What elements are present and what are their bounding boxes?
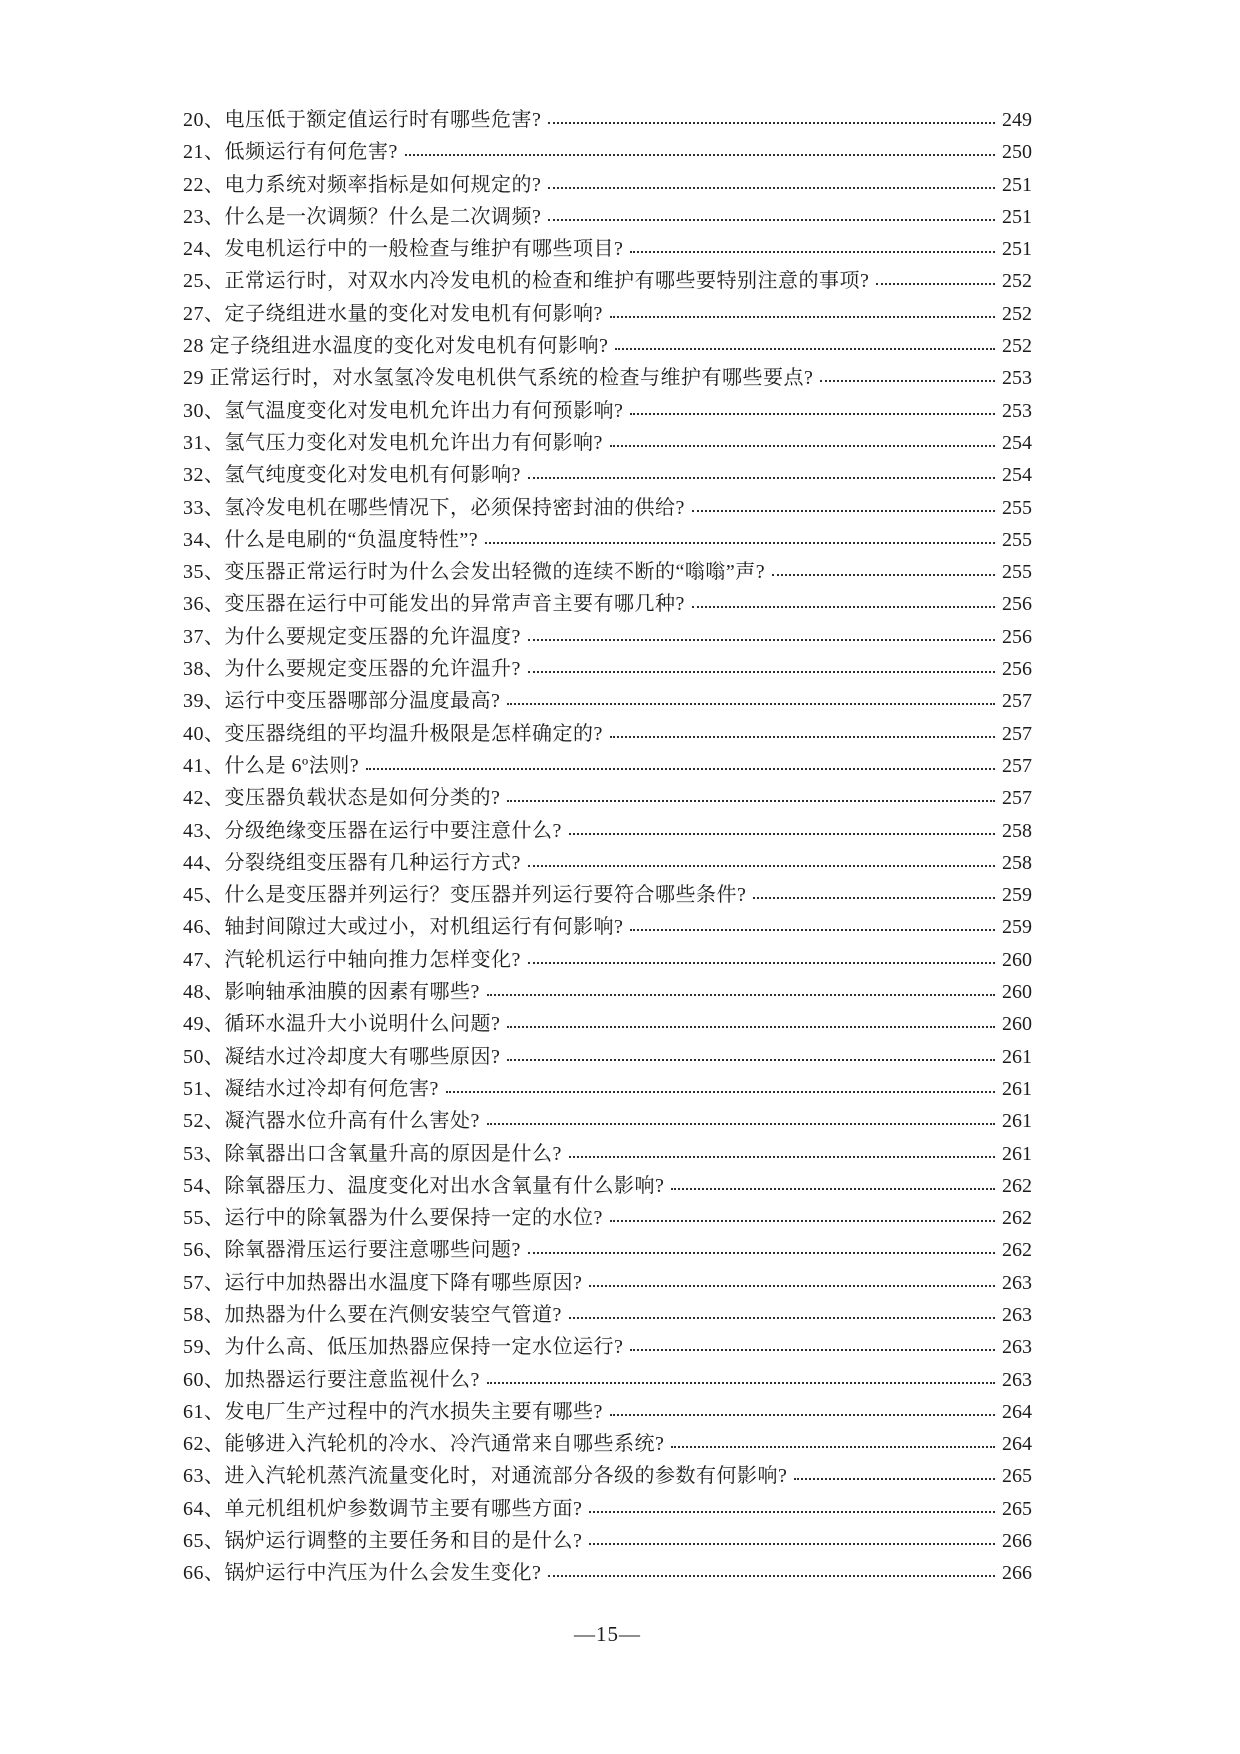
toc-page-number: 263 xyxy=(1002,1336,1032,1359)
dot-leader xyxy=(548,187,995,189)
page-footer-number: —15— xyxy=(574,1622,641,1646)
toc-row xyxy=(183,1460,1032,1492)
toc-page-number: 255 xyxy=(1002,528,1032,551)
toc-page-number: 252 xyxy=(1002,302,1032,325)
toc-page-number: 263 xyxy=(1002,1368,1032,1391)
toc-row xyxy=(183,1331,1032,1363)
toc-row xyxy=(183,685,1032,717)
toc-item-label: 63、进入汽轮机蒸汽流量变化时，对通流部分各级的参数有何影响? xyxy=(183,1465,788,1488)
dot-leader xyxy=(487,1123,995,1125)
toc-row xyxy=(183,201,1032,233)
dot-leader xyxy=(507,1059,995,1061)
toc-row xyxy=(183,1557,1032,1589)
toc-item-label: 44、分裂绕组变压器有几种运行方式? xyxy=(183,851,521,874)
dot-leader xyxy=(753,897,995,899)
dot-leader xyxy=(671,1188,995,1190)
toc-page-number: 262 xyxy=(1002,1207,1032,1230)
toc-page-number: 260 xyxy=(1002,948,1032,971)
toc-page-number: 251 xyxy=(1002,173,1032,196)
dot-leader xyxy=(630,1349,995,1351)
toc-page-number: 261 xyxy=(1002,1077,1032,1100)
toc-page-number: 262 xyxy=(1002,1239,1032,1262)
toc-row xyxy=(183,1170,1032,1202)
toc-page-number: 265 xyxy=(1002,1465,1032,1488)
dot-leader xyxy=(610,1220,995,1222)
toc-row xyxy=(183,362,1032,394)
toc-item-label: 45、什么是变压器并列运行？变压器并列运行要符合哪些条件? xyxy=(183,884,747,907)
toc-page-number: 261 xyxy=(1002,1142,1032,1165)
toc-page-number: 255 xyxy=(1002,496,1032,519)
toc-item-label: 35、变压器正常运行时为什么会发出轻微的连续不断的“嗡嗡”声? xyxy=(183,561,766,584)
toc-page-number: 263 xyxy=(1002,1271,1032,1294)
dot-leader xyxy=(507,1026,995,1028)
toc-page-number: 253 xyxy=(1002,399,1032,422)
dot-leader xyxy=(507,800,995,802)
toc-page-number: 258 xyxy=(1002,819,1032,842)
dot-leader xyxy=(589,1285,995,1287)
dot-leader xyxy=(589,1543,995,1545)
toc-row xyxy=(183,298,1032,330)
toc-row xyxy=(183,1525,1032,1557)
toc-page-number: 254 xyxy=(1002,464,1032,487)
toc-item-label: 62、能够进入汽轮机的冷水、冷汽通常来自哪些系统? xyxy=(183,1433,665,1456)
toc-row xyxy=(183,104,1032,136)
toc-item-label: 42、变压器负载状态是如何分类的? xyxy=(183,787,501,810)
toc-row xyxy=(183,1396,1032,1428)
toc-row xyxy=(183,976,1032,1008)
dot-leader xyxy=(692,606,995,608)
toc-row xyxy=(183,1364,1032,1396)
toc-item-label: 37、为什么要规定变压器的允许温度? xyxy=(183,625,521,648)
toc-item-label: 25、正常运行时，对双水内冷发电机的检查和维护有哪些要特别注意的事项? xyxy=(183,270,870,293)
toc-page-number: 252 xyxy=(1002,335,1032,358)
toc-item-label: 32、氢气纯度变化对发电机有何影响? xyxy=(183,464,521,487)
toc-item-label: 20、电压低于额定值运行时有哪些危害? xyxy=(183,109,542,131)
toc-page-number: 266 xyxy=(1002,1530,1032,1553)
dot-leader xyxy=(630,413,995,415)
toc-page-number: 257 xyxy=(1002,754,1032,777)
toc-item-label: 40、变压器绕组的平均温升极限是怎样确定的? xyxy=(183,722,603,745)
toc-item-label: 33、氢冷发电机在哪些情况下，必须保持密封油的供给? xyxy=(183,496,685,519)
toc-row xyxy=(183,1299,1032,1331)
toc-page-number: 257 xyxy=(1002,690,1032,713)
toc-item-label: 22、电力系统对频率指标是如何规定的? xyxy=(183,173,542,196)
toc-item-label: 56、除氧器滑压运行要注意哪些问题? xyxy=(183,1239,521,1262)
toc-row xyxy=(183,169,1032,201)
toc-row xyxy=(183,750,1032,782)
toc-row xyxy=(183,782,1032,814)
toc-item-label: 55、运行中的除氧器为什么要保持一定的水位? xyxy=(183,1207,603,1230)
toc-page-number: 261 xyxy=(1002,1110,1032,1133)
toc-item-label: 50、凝结水过冷却度大有哪些原因? xyxy=(183,1045,501,1068)
toc-page-number: 256 xyxy=(1002,593,1032,616)
toc-item-label: 27、定子绕组进水量的变化对发电机有何影响? xyxy=(183,302,603,325)
toc-item-label: 46、轴封间隙过大或过小，对机组运行有何影响? xyxy=(183,916,624,939)
dot-leader xyxy=(569,1317,995,1319)
dot-leader xyxy=(876,283,995,285)
dot-leader xyxy=(528,1252,995,1254)
toc-row xyxy=(183,427,1032,459)
toc-row xyxy=(183,1138,1032,1170)
dot-leader xyxy=(794,1478,995,1480)
dot-leader xyxy=(507,703,995,705)
toc-page-number: 257 xyxy=(1002,787,1032,810)
toc-item-label: 41、什么是 6º法则? xyxy=(183,754,360,777)
dot-leader xyxy=(610,1414,995,1416)
toc-item-label: 59、为什么高、低压加热器应保持一定水位运行? xyxy=(183,1336,624,1359)
toc-row xyxy=(183,879,1032,911)
toc-item-label: 64、单元机组机炉参数调节主要有哪些方面? xyxy=(183,1497,583,1520)
dot-leader xyxy=(610,736,995,738)
toc-row xyxy=(183,136,1032,168)
toc-item-label: 52、凝汽器水位升高有什么害处? xyxy=(183,1110,480,1133)
toc-row xyxy=(183,265,1032,297)
toc-page-number: 260 xyxy=(1002,1013,1032,1036)
toc-page-number: 262 xyxy=(1002,1174,1032,1197)
toc-item-label: 30、氢气温度变化对发电机允许出力有何预影响? xyxy=(183,399,624,422)
dot-leader xyxy=(615,348,995,350)
dot-leader xyxy=(528,671,995,673)
toc-page-number: 252 xyxy=(1002,270,1032,293)
toc-row xyxy=(183,653,1032,685)
toc-page-number: 251 xyxy=(1002,238,1032,261)
dot-leader xyxy=(446,1091,995,1093)
toc-page-number: 256 xyxy=(1002,658,1032,681)
toc-row xyxy=(183,492,1032,524)
toc-item-label: 54、除氧器压力、温度变化对出水含氧量有什么影响? xyxy=(183,1174,665,1197)
toc-row xyxy=(183,1008,1032,1040)
dot-leader xyxy=(589,1511,995,1513)
toc-row xyxy=(183,621,1032,653)
toc-page-number: 259 xyxy=(1002,884,1032,907)
toc-item-label: 31、氢气压力变化对发电机允许出力有何影响? xyxy=(183,431,603,454)
dot-leader xyxy=(610,445,995,447)
toc-item-label: 47、汽轮机运行中轴向推力怎样变化? xyxy=(183,948,521,971)
toc-item-label: 61、发电厂生产过程中的汽水损失主要有哪些? xyxy=(183,1400,603,1423)
toc-page-number: 249 xyxy=(1002,109,1032,131)
toc-item-label: 66、锅炉运行中汽压为什么会发生变化? xyxy=(183,1562,542,1585)
toc-item-label: 51、凝结水过冷却有何危害? xyxy=(183,1077,439,1100)
toc-page-number: 265 xyxy=(1002,1497,1032,1520)
toc-item-label: 58、加热器为什么要在汽侧安装空气管道? xyxy=(183,1303,562,1326)
toc-row xyxy=(183,588,1032,620)
toc-row xyxy=(183,944,1032,976)
toc-item-label: 34、什么是电刷的“负温度特性”? xyxy=(183,528,479,551)
toc-page-number: 266 xyxy=(1002,1562,1032,1585)
toc-page-number: 253 xyxy=(1002,367,1032,390)
dot-leader xyxy=(528,639,995,641)
dot-leader xyxy=(630,251,995,253)
toc-row xyxy=(183,524,1032,556)
toc-page-number: 251 xyxy=(1002,205,1032,228)
toc-item-label: 49、循环水温升大小说明什么问题? xyxy=(183,1013,501,1036)
dot-leader xyxy=(528,477,995,479)
dot-leader xyxy=(548,1575,995,1577)
toc-row xyxy=(183,718,1032,750)
toc-item-label: 29 正常运行时，对水氢氢冷发电机供气系统的检查与维护有哪些要点? xyxy=(183,367,814,390)
toc-page-number: 261 xyxy=(1002,1045,1032,1068)
dot-leader xyxy=(487,1382,995,1384)
table-of-contents xyxy=(183,104,1032,1590)
toc-page-number: 255 xyxy=(1002,561,1032,584)
toc-row xyxy=(183,911,1032,943)
toc-row xyxy=(183,1105,1032,1137)
dot-leader xyxy=(630,929,995,931)
dot-leader xyxy=(485,542,995,544)
toc-item-label: 36、变压器在运行中可能发出的异常声音主要有哪几种? xyxy=(183,593,685,616)
dot-leader xyxy=(528,865,995,867)
toc-page-number: 258 xyxy=(1002,851,1032,874)
dot-leader xyxy=(820,380,995,382)
toc-page-number: 260 xyxy=(1002,981,1032,1004)
toc-item-label: 60、加热器运行要注意监视什么? xyxy=(183,1368,480,1391)
toc-row xyxy=(183,1428,1032,1460)
toc-item-label: 38、为什么要规定变压器的允许温升? xyxy=(183,658,521,681)
toc-item-label: 39、运行中变压器哪部分温度最高? xyxy=(183,690,501,713)
toc-row xyxy=(183,1234,1032,1266)
toc-item-label: 28 定子绕组进水温度的变化对发电机有何影响? xyxy=(183,335,609,358)
toc-item-label: 43、分级绝缘变压器在运行中要注意什么? xyxy=(183,819,562,842)
toc-row xyxy=(183,556,1032,588)
dot-leader xyxy=(548,122,995,124)
dot-leader xyxy=(610,316,995,318)
dot-leader xyxy=(772,574,995,576)
toc-item-label: 21、低频运行有何危害? xyxy=(183,141,398,164)
dot-leader xyxy=(487,994,995,996)
dot-leader xyxy=(366,768,995,770)
toc-row xyxy=(183,459,1032,491)
dot-leader xyxy=(528,962,995,964)
toc-page-number: 264 xyxy=(1002,1400,1032,1423)
toc-row xyxy=(183,395,1032,427)
dot-leader xyxy=(548,219,995,221)
dot-leader xyxy=(569,1156,995,1158)
toc-row xyxy=(183,847,1032,879)
toc-item-label: 57、运行中加热器出水温度下降有哪些原因? xyxy=(183,1271,583,1294)
toc-page-number: 250 xyxy=(1002,141,1032,164)
toc-row xyxy=(183,815,1032,847)
toc-page-number: 256 xyxy=(1002,625,1032,648)
toc-row xyxy=(183,1202,1032,1234)
toc-page-number: 263 xyxy=(1002,1303,1032,1326)
toc-row xyxy=(183,1267,1032,1299)
toc-page-number: 264 xyxy=(1002,1433,1032,1456)
toc-row xyxy=(183,1493,1032,1525)
dot-leader xyxy=(692,510,995,512)
toc-item-label: 53、除氧器出口含氧量升高的原因是什么? xyxy=(183,1142,562,1165)
toc-item-label: 48、影响轴承油膜的因素有哪些? xyxy=(183,981,480,1004)
toc-item-label: 65、锅炉运行调整的主要任务和目的是什么? xyxy=(183,1530,583,1553)
toc-page-number: 254 xyxy=(1002,431,1032,454)
toc-row xyxy=(183,233,1032,265)
toc-page-number: 259 xyxy=(1002,916,1032,939)
toc-row xyxy=(183,330,1032,362)
dot-leader xyxy=(671,1446,995,1448)
toc-row xyxy=(183,1041,1032,1073)
toc-item-label: 24、发电机运行中的一般检查与维护有哪些项目? xyxy=(183,238,624,261)
dot-leader xyxy=(569,833,995,835)
toc-item-label: 23、什么是一次调频？什么是二次调频? xyxy=(183,205,542,228)
toc-row xyxy=(183,1073,1032,1105)
toc-page-number: 257 xyxy=(1002,722,1032,745)
dot-leader xyxy=(405,154,995,156)
